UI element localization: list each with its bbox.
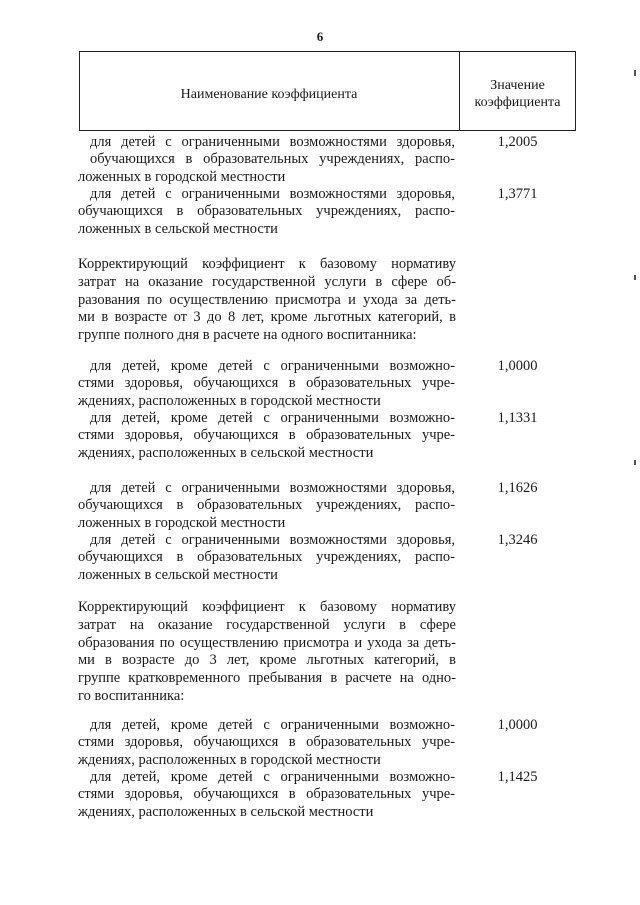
page-number: 6 <box>316 29 324 44</box>
entry-line: стями здоровья, обучающихся в образовательных учре- <box>78 734 455 751</box>
coefficient-entry <box>78 410 455 462</box>
paragraph-line: Корректирующий коэффициент к базовому нормативу <box>78 599 456 615</box>
header-value-line1: Значение <box>490 78 545 93</box>
paragraph-line: Корректирующий коэффициент к базовому нормативу <box>78 256 456 272</box>
header-value-line2: коэффициента <box>474 95 561 110</box>
column-divider <box>459 51 460 131</box>
entry-line: для детей, кроме детей с ограниченными возможно- <box>90 717 455 733</box>
coefficient-entry <box>78 769 455 821</box>
entry-line: обучающихся в образовательных учреждениях, распо- <box>78 549 455 566</box>
coefficient-entry <box>78 186 455 238</box>
entry-line: обучающихся в образовательных учреждениях, распо- <box>90 151 455 168</box>
coefficient-entry <box>78 358 455 410</box>
coefficient-value: 1,1626 <box>497 480 538 496</box>
paragraph-line: ми в возрасте от 3 до 8 лет, кроме льготных категорий, в <box>78 309 456 326</box>
scan-mark <box>634 460 636 465</box>
coefficient-value: 1,1425 <box>497 769 538 785</box>
entry-line: для детей с ограниченными возможностями здоровья, <box>90 480 455 496</box>
coefficient-value: 1,0000 <box>497 358 538 374</box>
entry-line: обучающихся в образовательных учреждениях, распо- <box>78 497 455 514</box>
paragraph-line: разования по осуществлению присмотра и ухода за деть- <box>78 291 456 308</box>
entry-line: стями здоровья, обучающихся в образовательных учре- <box>78 427 455 444</box>
header-coefficient-name: Наименование коэффициента <box>180 87 358 102</box>
paragraph-line: группе кратковременного пребывания в расчете на одно- <box>78 670 456 687</box>
entry-line: ждениях, расположенных в сельской местности <box>78 444 374 461</box>
entry-line: ждениях, расположенных в городской местности <box>78 392 381 409</box>
coefficient-entry <box>78 532 455 584</box>
entry-line: для детей, кроме детей с ограниченными возможно- <box>90 769 455 785</box>
coefficient-description <box>78 599 456 706</box>
entry-line: ложенных в сельской местности <box>78 566 278 583</box>
paragraph-line: затрат на оказание государственной услуги в сфере <box>78 616 456 633</box>
entry-line: стями здоровья, обучающихся в образовательных учре- <box>78 375 455 392</box>
entry-line: ложенных в городской местности <box>78 514 286 531</box>
entry-line: ждениях, расположенных в городской местности <box>78 751 381 768</box>
entry-line: ложенных в городской местности <box>78 168 286 185</box>
entry-line: стями здоровья, обучающихся в образовательных учре- <box>78 786 455 803</box>
entry-line: для детей, кроме детей с ограниченными возможно- <box>90 410 455 426</box>
coefficient-value: 1,3246 <box>497 532 538 548</box>
paragraph-line: го воспитанника: <box>78 687 185 704</box>
entry-line: для детей с ограниченными возможностями здоровья, <box>90 186 455 202</box>
coefficient-entry <box>78 134 455 186</box>
entry-line: ложенных в сельской местности <box>78 220 278 237</box>
entry-line: для детей, кроме детей с ограниченными возможно- <box>90 358 455 374</box>
entry-line: ждениях, расположенных в сельской местности <box>78 803 374 820</box>
coefficient-value: 1,2005 <box>497 134 538 150</box>
scan-mark <box>634 275 636 280</box>
entry-line: обучающихся в образовательных учреждениях, распо- <box>78 203 455 220</box>
scan-mark <box>634 70 636 76</box>
paragraph-line: затрат на оказание государственной услуги в сфере об- <box>78 273 456 290</box>
paragraph-line: группе полного дня в расчете на одного воспитанника: <box>78 327 417 344</box>
coefficient-description <box>78 256 456 345</box>
header-coefficient-value <box>461 77 574 111</box>
paragraph-line: образования по осуществлению присмотра и ухода за деть- <box>78 634 456 651</box>
coefficient-entry <box>78 717 455 769</box>
entry-line: для детей с ограниченными возможностями здоровья, <box>90 134 455 150</box>
coefficient-entry <box>78 480 455 532</box>
coefficient-value: 1,3771 <box>497 186 538 202</box>
paragraph-line: ми в возрасте до 3 лет, кроме льготных категорий, в <box>78 652 456 669</box>
coefficient-value: 1,0000 <box>497 717 538 733</box>
entry-line: для детей с ограниченными возможностями здоровья, <box>90 532 455 548</box>
coefficient-value: 1,1331 <box>497 410 538 426</box>
